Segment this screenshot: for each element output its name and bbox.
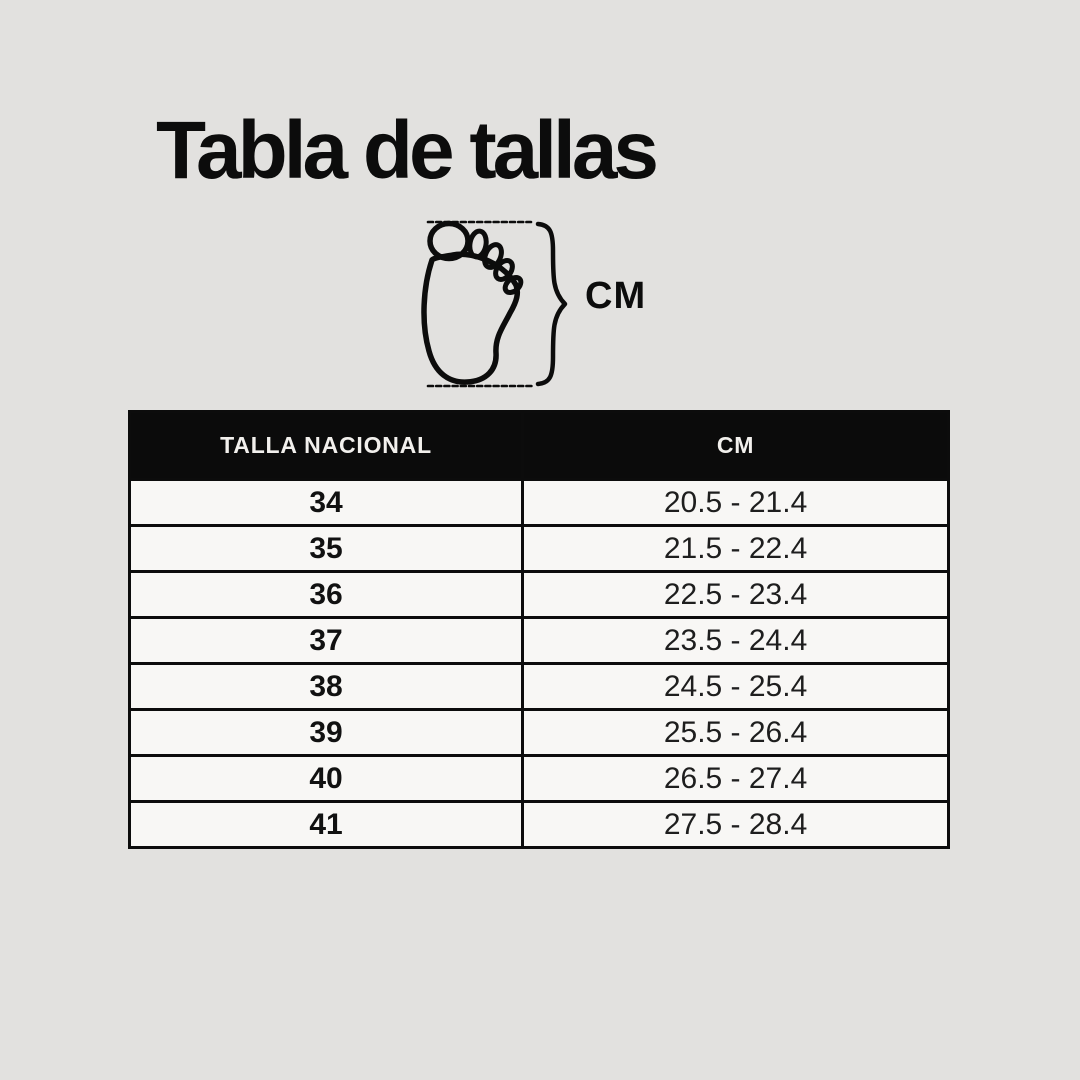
size-cell: 40 (130, 756, 523, 802)
table-row (130, 526, 949, 572)
table-row (130, 480, 949, 526)
cm-cell: 25.5 - 26.4 (523, 710, 949, 756)
cm-cell: 23.5 - 24.4 (523, 618, 949, 664)
header-cm: CM (523, 412, 949, 480)
cm-cell: 24.5 - 25.4 (523, 664, 949, 710)
header-talla-nacional: TALLA NACIONAL (130, 412, 523, 480)
size-cell: 36 (130, 572, 523, 618)
brace-icon (538, 224, 565, 384)
size-table-header-row (130, 412, 949, 480)
table-row (130, 710, 949, 756)
size-cell: 35 (130, 526, 523, 572)
cm-cell: 20.5 - 21.4 (523, 480, 949, 526)
cm-unit-label: CM (585, 275, 647, 317)
table-row (130, 618, 949, 664)
table-row (130, 664, 949, 710)
size-cell: 34 (130, 480, 523, 526)
cm-cell: 26.5 - 27.4 (523, 756, 949, 802)
size-cell: 38 (130, 664, 523, 710)
foot-sole-icon (415, 215, 575, 395)
cm-cell: 21.5 - 22.4 (523, 526, 949, 572)
page-title: Tabla de tallas (156, 105, 656, 196)
foot-measurement-illustration (415, 215, 665, 397)
table-row (130, 756, 949, 802)
foot-outline (424, 254, 517, 382)
cm-cell: 22.5 - 23.4 (523, 572, 949, 618)
size-table (128, 410, 950, 849)
size-cell: 39 (130, 710, 523, 756)
size-cell: 41 (130, 802, 523, 848)
table-row (130, 802, 949, 848)
size-cell: 37 (130, 618, 523, 664)
size-table-body (130, 480, 949, 848)
cm-cell: 27.5 - 28.4 (523, 802, 949, 848)
table-row (130, 572, 949, 618)
